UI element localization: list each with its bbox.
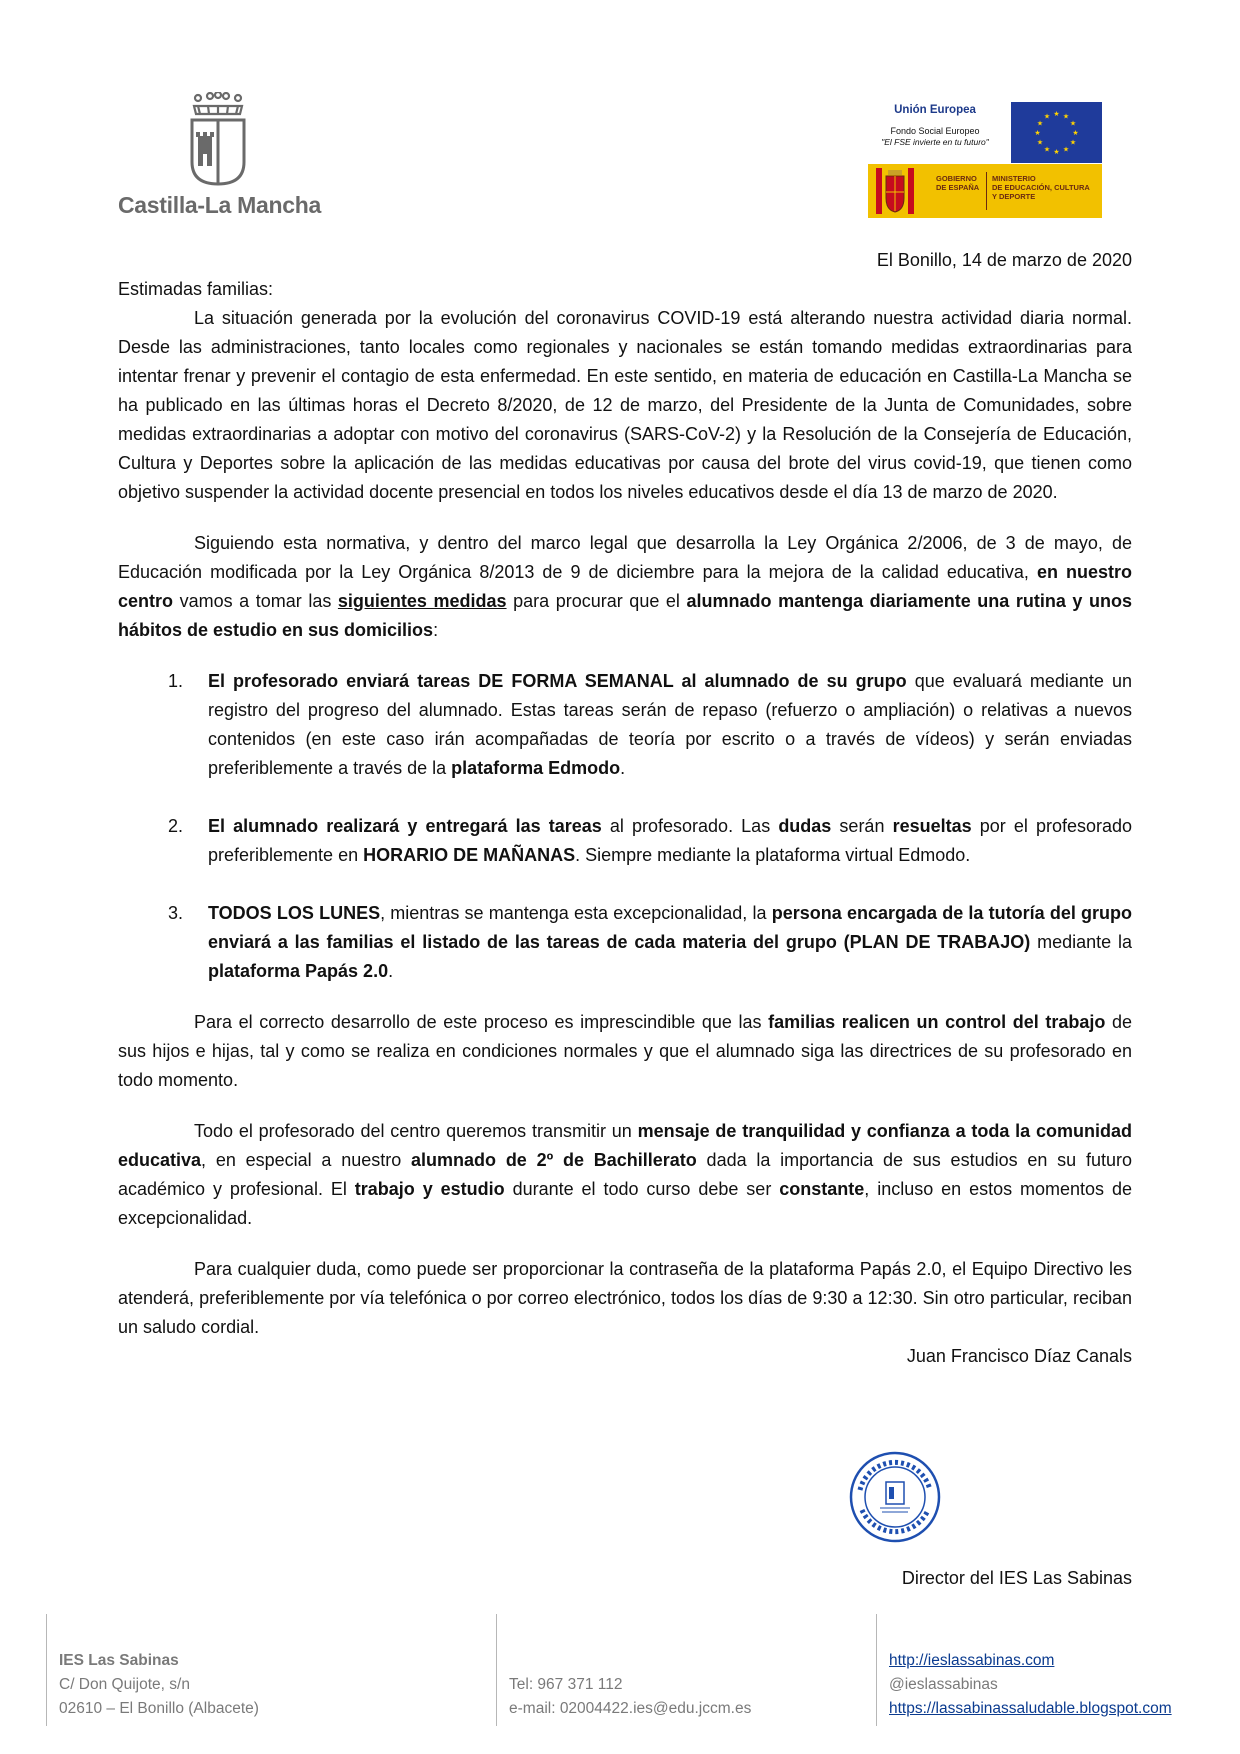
gov-text-left — [936, 174, 979, 192]
bold-run: El profesorado enviará tareas DE FORMA SEMANAL al alumnado de su grupo — [208, 671, 907, 691]
text-run: , incluso en estos momentos de excepcionalidad. — [118, 1179, 1132, 1228]
footer-address: C/ Don Quijote, s/n — [59, 1676, 190, 1693]
spain-coat-of-arms-icon — [876, 168, 914, 214]
region-logo-name: Castilla-La Mancha — [118, 192, 321, 218]
signer-name: Juan Francisco Díaz Canals — [906, 1346, 1132, 1366]
text-run: Todo el profesorado del centro queremos transmitir un — [194, 1121, 638, 1141]
paragraph-1: La situación generada por la evolución del coronavirus COVID-19 está alterando nuestra actividad diaria normal. Desde las administraciones, tanto locales como regionales y nacionales se están tomando medidas extraordinarias para intentar frenar y prevenir el contagio de esta enfermedad. En este sentido, en materia de educación en Castilla-La Mancha se ha publicado en las últimas horas el Decreto 8/2020, de 12 de marzo, del Presidente de la Junta de Comunidades, sobre medidas extraordinarias a adoptar con motivo del coronavirus (SARS-CoV-2) y la Resolución de la Consejería de Educación, Cultura y Deportes sobre la aplicación de las medidas educativas por causa del brote del virus covid-19, que tienen como objetivo suspender la actividad docente presencial en todos los niveles educativos desde el día 13 de marzo de 2020. — [118, 308, 1132, 502]
text-run: al profesorado. Las — [601, 816, 779, 836]
bold-run: plataforma Papás 2.0 — [208, 961, 389, 981]
bold-run: trabajo y estudio — [354, 1179, 505, 1199]
bold-run: mensaje de tranquilidad y confianza a toda la comunidad educativa — [118, 1121, 1132, 1170]
bold-run: familias realicen un control del trabajo — [768, 1012, 1106, 1032]
list-item — [118, 812, 1132, 870]
gov-text-right — [992, 174, 1090, 201]
text-run: para procurar que el — [506, 591, 687, 611]
letter-body — [118, 246, 1132, 1371]
director-title: Director del IES Las Sabinas — [901, 1568, 1132, 1588]
government-bar — [868, 164, 1102, 218]
gov-line: GOBIERNO — [936, 174, 977, 183]
eu-title: Unión Europea — [894, 104, 976, 116]
eu-fund: Fondo Social Europeo — [890, 126, 980, 136]
text-run: serán — [831, 816, 893, 836]
bold-underline-run: siguientes medidas — [337, 591, 507, 611]
svg-text:★: ★ — [1069, 119, 1077, 128]
ministry-line: DE EDUCACIÓN, CULTURA — [992, 183, 1090, 192]
text-run: Para el correcto desarrollo de este proceso es imprescindible que las — [194, 1012, 769, 1032]
paragraph-5: Para cualquier duda, como puede ser proporcionar la contraseña de la plataforma Papás 2.0, el Equipo Directivo les atenderá, preferiblemente por vía telefónica o por correo electrónico, todos los días de 9:30 a 12:30. Sin otro particular, reciban un saludo cordial. — [118, 1259, 1132, 1337]
text-run: de sus hijos e hijas, tal y como se realiza en condiciones normales y que el alumnado siga las directrices de su profesorado en todo momento. — [118, 1012, 1132, 1090]
greeting: Estimadas familias: — [118, 279, 274, 299]
footer — [0, 1614, 1240, 1734]
gov-line: DE ESPAÑA — [936, 183, 980, 192]
eu-flag-icon — [1011, 102, 1102, 163]
svg-text:★: ★ — [1043, 145, 1051, 154]
text-run: . — [620, 758, 626, 778]
bold-run: TODOS LOS LUNES — [208, 903, 381, 923]
crown-castle-icon — [188, 92, 248, 187]
text-run: : — [433, 620, 439, 640]
svg-text:★: ★ — [1034, 129, 1041, 137]
text-run: , en especial a nuestro — [201, 1150, 412, 1170]
bold-run: plataforma Edmodo — [451, 758, 621, 778]
bold-run: constante — [779, 1179, 865, 1199]
svg-text:★: ★ — [1043, 112, 1051, 121]
footer-web-block — [876, 1614, 1207, 1726]
ministry-line: Y DEPORTE — [992, 192, 1036, 201]
footer-phone: Tel: 967 371 112 — [509, 1676, 623, 1693]
text-run: . — [388, 961, 394, 981]
svg-text:★: ★ — [1036, 138, 1044, 147]
footer-city: 02610 – El Bonillo (Albacete) — [59, 1700, 259, 1717]
letter-date: El Bonillo, 14 de marzo de 2020 — [876, 250, 1132, 270]
bold-run: alumnado mantenga diariamente una rutina y unos hábitos de estudio en sus domicilios — [118, 591, 1132, 640]
footer-contact-block — [496, 1614, 877, 1726]
bold-run: HORARIO DE MAÑANAS — [363, 845, 576, 865]
ministry-line: MINISTERIO — [992, 174, 1036, 183]
list-item — [118, 667, 1132, 783]
text-run: vamos a tomar las — [173, 591, 338, 611]
text-run: Siguiendo esta normativa, y dentro del marco legal que desarrolla la Ley Orgánica 2/2006, de 3 de mayo, de Educación modificada por la Ley Orgánica 8/2013 de 9 de diciembre para la mejora de la calidad educativa, — [118, 533, 1132, 582]
footer-address-block — [46, 1614, 427, 1726]
eu-fse-logo — [862, 102, 1102, 218]
website-link[interactable]: http://ieslassabinas.com — [889, 1652, 1055, 1669]
text-run: , mientras se mantenga esta excepcionalidad, la — [380, 903, 772, 923]
measures-list — [118, 667, 1132, 986]
eu-slogan: "El FSE invierte en tu futuro" — [881, 137, 989, 147]
eu-text — [862, 102, 1008, 160]
svg-text:★: ★ — [1069, 138, 1077, 147]
bold-run: persona encargada de la tutoría del grupo enviará a las familias el listado de las tareas de cada materia del grupo (PLAN DE TRABAJO) — [208, 903, 1133, 952]
bold-run: resueltas — [892, 816, 972, 836]
gov-divider — [986, 172, 987, 210]
bold-run: alumnado de 2º de Bachillerato — [411, 1150, 697, 1170]
svg-text:★: ★ — [1072, 129, 1079, 137]
svg-text:★: ★ — [1062, 145, 1070, 154]
svg-text:★: ★ — [1053, 110, 1060, 118]
paragraph-4 — [118, 1117, 1132, 1233]
text-run: mediante la — [1030, 932, 1133, 952]
footer-email: e-mail: 02004422.ies@edu.jccm.es — [509, 1700, 752, 1717]
list-item — [118, 899, 1132, 986]
list-number: 3. — [168, 903, 184, 923]
text-run: por el profesorado preferiblemente en — [208, 816, 1133, 865]
text-run: dada la importancia de sus estudios en su futuro académico y profesional. El — [118, 1150, 1132, 1199]
svg-text:★: ★ — [1062, 112, 1070, 121]
bold-run: El alumnado realizará y entregará las tareas — [208, 816, 602, 836]
list-number: 1. — [168, 671, 184, 691]
social-handle: @ieslassabinas — [889, 1676, 998, 1693]
list-number: 2. — [168, 816, 184, 836]
blog-link[interactable]: https://lassabinassaludable.blogspot.com — [889, 1700, 1172, 1717]
svg-text:★: ★ — [1036, 119, 1044, 128]
school-stamp — [848, 1450, 942, 1544]
paragraph-3 — [118, 1008, 1132, 1095]
bold-run: dudas — [778, 816, 832, 836]
castilla-la-mancha-logo — [118, 92, 321, 222]
footer-school-name: IES Las Sabinas — [59, 1652, 179, 1669]
bold-run: en nuestro centro — [118, 562, 1133, 611]
paragraph-2 — [118, 529, 1132, 645]
text-run: . Siempre mediante la plataforma virtual Edmodo. — [575, 845, 971, 865]
svg-text:★: ★ — [1053, 148, 1060, 156]
text-run: durante el todo curso debe ser — [504, 1179, 780, 1199]
text-run: que evaluará mediante un registro del progreso del alumnado. Estas tareas serán de repaso (refuerzo o ampliación) o relativas a nuevos contenidos (en este caso irán acompañadas de teoría por escrito o a través de vídeos) y serán enviadas preferiblemente a través de la — [208, 671, 1132, 778]
